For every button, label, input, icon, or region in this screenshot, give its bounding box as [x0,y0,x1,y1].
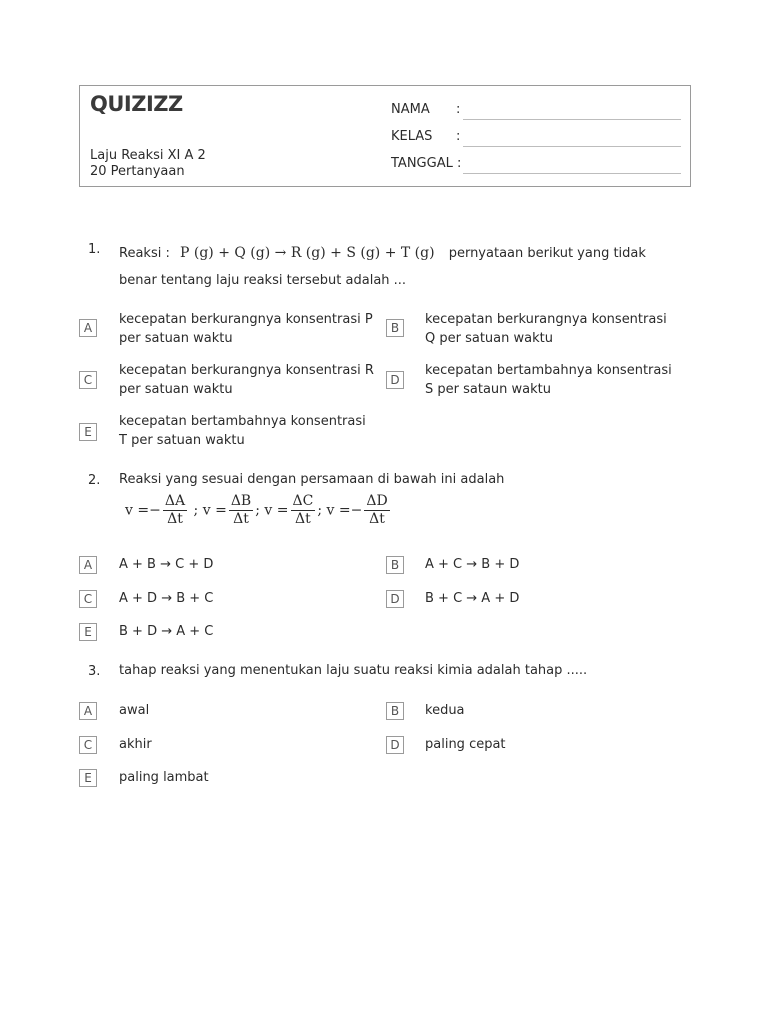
option-text-b: kedua [425,703,465,718]
formula-equals: = [338,502,351,519]
formula-v: v [326,502,335,519]
fraction-denominator: Δt [233,511,249,527]
formula-separator: ; [193,502,199,519]
formula-separator: ; [317,502,323,519]
option-text-c: kecepatan berkurangnya konsentrasi R per satuan waktu [119,363,374,397]
option-text-e: paling lambat [119,770,209,785]
question-text: tahap reaksi yang menentukan laju suatu reaksi kimia adalah tahap ..... [119,663,588,678]
fraction-denominator: Δt [295,511,311,527]
option-text-d: B + C → A + D [425,591,520,606]
formula-equals: = [215,502,227,519]
option-box-d[interactable]: D [386,590,404,608]
quiz-title: Laju Reaksi XI A 2 [90,148,206,163]
name-label: NAMA [391,102,430,117]
class-field[interactable] [463,146,681,147]
quizizz-logo: QUIZIZZ [90,92,183,116]
option-box-c[interactable]: C [79,371,97,389]
option-box-a[interactable]: A [79,702,97,720]
option-box-b[interactable]: B [386,556,404,574]
reaction-equation: P (g) + Q (g) → R (g) + S (g) + T (g) [179,245,435,261]
date-label: TANGGAL : [391,156,462,171]
option-text-c: akhir [119,737,152,752]
formula-v: v [264,502,273,519]
fraction [229,493,253,528]
question-number: 2. [88,473,101,488]
rate-formula [125,493,392,528]
fraction-denominator: Δt [369,511,385,527]
option-box-d[interactable]: D [386,736,404,754]
question-number: 1. [88,242,101,257]
option-box-d[interactable]: D [386,371,404,389]
option-box-a[interactable]: A [79,556,97,574]
fraction-numerator: ΔB [230,493,252,509]
fraction-numerator: ΔC [292,493,314,509]
option-text-d: kecepatan bertambahnya konsentrasi S per sataun waktu [425,363,672,397]
question-suffix: pernyataan berikut yang tidak [448,246,646,261]
option-box-e[interactable]: E [79,423,97,441]
formula-sign: − [149,502,161,519]
option-box-b[interactable]: B [386,319,404,337]
worksheet-header [79,85,691,187]
fraction [291,493,316,528]
class-label: KELAS [391,129,433,144]
fraction-numerator: ΔD [366,493,388,509]
formula-separator: ; [255,502,260,519]
formula-equals: = [276,502,289,519]
question-text [119,240,646,267]
option-text-a: kecepatan berkurangnya konsentrasi P per satuan waktu [119,312,373,346]
option-text-e: kecepatan bertambahnya konsentrasi T per satuan waktu [119,414,366,448]
fraction [364,493,389,528]
fraction [163,493,187,528]
option-box-c[interactable]: C [79,736,97,754]
formula-sign: − [350,502,363,519]
option-text-a: awal [119,703,150,718]
option-text-d: paling cepat [425,737,506,752]
name-colon: : [456,102,461,117]
formula-v: v [125,502,133,519]
date-field[interactable] [463,173,681,174]
option-text-b: kecepatan berkurangnya konsentrasi Q per satuan waktu [425,312,667,346]
option-box-e[interactable]: E [79,769,97,787]
option-box-b[interactable]: B [386,702,404,720]
question-number: 3. [88,664,101,679]
option-box-a[interactable]: A [79,319,97,337]
option-box-c[interactable]: C [79,590,97,608]
formula-v: v [202,502,211,519]
option-text-a: A + B → C + D [119,557,214,572]
option-text-e: B + D → A + C [119,624,214,639]
question-text: Reaksi yang sesuai dengan persamaan di bawah ini adalah [119,472,505,487]
fraction-denominator: Δt [167,511,183,527]
name-field[interactable] [463,119,681,120]
question-text-line2: benar tentang laju reaksi tersebut adalah ... [119,273,407,288]
question-count: 20 Pertanyaan [90,164,185,179]
option-text-b: A + C → B + D [425,557,520,572]
option-text-c: A + D → B + C [119,591,214,606]
option-box-e[interactable]: E [79,623,97,641]
question-prefix: Reaksi : [119,246,170,261]
fraction-numerator: ΔA [164,493,186,509]
formula-equals: = [137,502,150,519]
class-colon: : [456,129,461,144]
